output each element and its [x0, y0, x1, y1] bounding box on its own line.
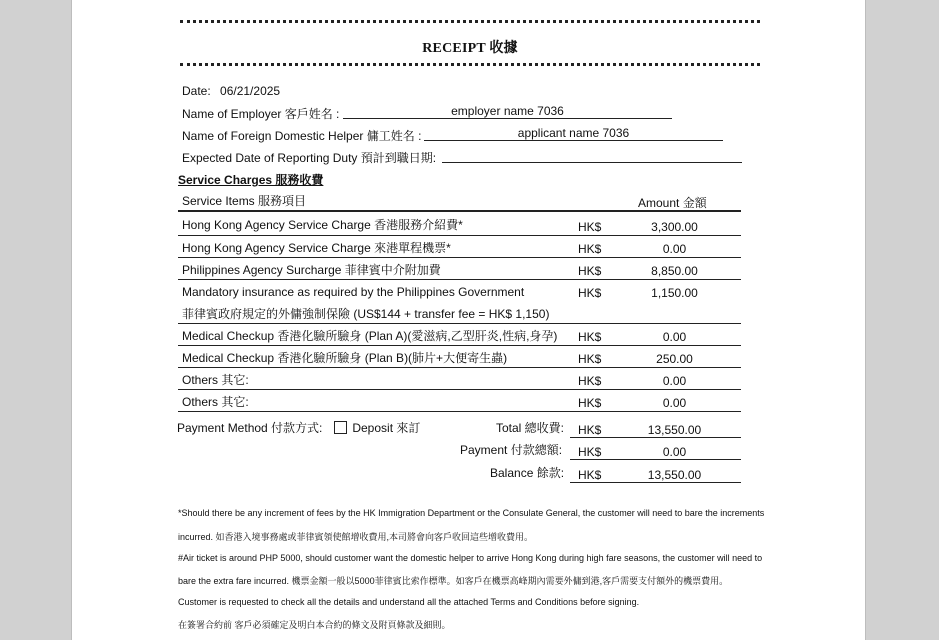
balance-label: Balance 餘款: [490, 466, 565, 480]
row-rule [178, 367, 741, 368]
total-value: 13,550.00 [647, 423, 702, 437]
amount-header: Amount 金額 [638, 196, 707, 210]
terms-note-zh: 在簽署合約前 客戶必須確定及明白本合約的條文及附頁條款及細則。 [178, 620, 451, 630]
duty-date-label: Expected Date of Reporting Duty 預計到職日期: [182, 151, 437, 165]
row-rule [178, 235, 741, 236]
currency-label: HK$ [578, 374, 602, 388]
service-row-label-line2: 菲律賓政府規定的外傭強制保險 (US$144 + transfer fee = HK$ 1,150) [182, 307, 550, 321]
row-rule [178, 411, 741, 412]
employer-name-field: employer name 7036 [343, 104, 672, 119]
service-row-amount: 8,850.00 [651, 264, 698, 278]
balance-rule [570, 482, 741, 483]
service-row-amount: 0.00 [662, 242, 687, 256]
total-label: Total 總收費: [496, 421, 565, 435]
employer-label: Name of Employer 客戶姓名 : [182, 107, 340, 121]
row-rule [178, 345, 741, 346]
air-ticket-note: #Air ticket is around PHP 5000, should customer want the domestic helper to arrive Hong Kong during high fare seasons, the customer will need to [178, 553, 763, 563]
payment-method-label: Payment Method 付款方式: [177, 421, 323, 435]
service-row-label: Hong Kong Agency Service Charge 香港服務介紹費* [182, 218, 463, 232]
service-items-header: Service Items 服務項目 [182, 194, 307, 208]
service-row-amount: 1,150.00 [651, 286, 698, 300]
currency-label: HK$ [578, 220, 602, 234]
service-row-amount: 250.00 [656, 352, 693, 366]
currency-label: HK$ [578, 445, 602, 459]
row-rule [178, 323, 741, 324]
helper-name-field: applicant name 7036 [424, 126, 723, 141]
date-value: 06/21/2025 [220, 84, 281, 98]
fee-increment-note: *Should there be any increment of fees by the HK Immigration Department or the Consulate General, the customer will need to bare the increments [178, 508, 765, 518]
service-charges-heading: Service Charges 服務收費 [178, 173, 324, 187]
payment-total-value: 0.00 [662, 445, 687, 459]
helper-label: Name of Foreign Domestic Helper 傭工姓名 : [182, 129, 422, 143]
currency-label: HK$ [578, 242, 602, 256]
date-label: Date: [182, 84, 211, 98]
header-rule [178, 210, 741, 212]
service-row-label: Philippines Agency Surcharge 菲律賓中介附加費 [182, 263, 441, 277]
service-row-label: Others 其它: [182, 373, 249, 387]
currency-label: HK$ [578, 264, 602, 278]
deposit-label: Deposit 來訂 [352, 421, 421, 435]
row-rule [178, 389, 741, 390]
duty-date-field [442, 148, 742, 163]
receipt-page [71, 0, 866, 640]
fee-increment-note-zh: incurred. 如香港入境事務處或菲律賓領使館增收費用,本司將會向客戶收回這些增收費用。 [178, 532, 534, 542]
service-row-label: Others 其它: [182, 395, 249, 409]
top-dotted-rule [180, 20, 760, 23]
service-row-amount: 0.00 [662, 396, 687, 410]
service-row-label: Medical Checkup 香港化驗所驗身 (Plan A)(愛滋病,乙型肝炎,性病,身孕) [182, 329, 558, 343]
currency-label: HK$ [578, 352, 602, 366]
service-row-amount: 3,300.00 [651, 220, 698, 234]
service-row-label: Medical Checkup 香港化驗所驗身 (Plan B)(肺片+大便寄生蟲) [182, 351, 508, 365]
payment-rule [570, 459, 741, 460]
payment-total-label: Payment 付款總額: [460, 443, 563, 457]
row-rule [178, 279, 741, 280]
currency-label: HK$ [578, 286, 602, 300]
total-rule [570, 437, 741, 438]
deposit-checkbox-row[interactable] [334, 419, 420, 436]
service-row-label: Hong Kong Agency Service Charge 來港單程機票* [182, 241, 451, 255]
currency-label: HK$ [578, 468, 602, 482]
air-ticket-note-zh: bare the extra fare incurred. 機票金額一般以5000菲律賓比索作標準。如客戶在機票高峰期內需要外傭到港,客戶需要支付額外的機票費用。 [178, 576, 729, 586]
balance-value: 13,550.00 [647, 468, 702, 482]
service-row-amount: 0.00 [662, 330, 687, 344]
terms-note: Customer is requested to check all the details and understand all the attached Terms and Conditions before signing. [178, 597, 640, 607]
row-rule [178, 257, 741, 258]
currency-label: HK$ [578, 330, 602, 344]
service-row-amount: 0.00 [662, 374, 687, 388]
date-row [182, 84, 280, 98]
service-row-label: Mandatory insurance as required by the Philippines Government [182, 285, 525, 299]
receipt-title: RECEIPT 收據 [422, 41, 518, 56]
deposit-checkbox[interactable] [334, 421, 347, 434]
bottom-dotted-rule [180, 63, 760, 66]
currency-label: HK$ [578, 396, 602, 410]
currency-label: HK$ [578, 423, 602, 437]
